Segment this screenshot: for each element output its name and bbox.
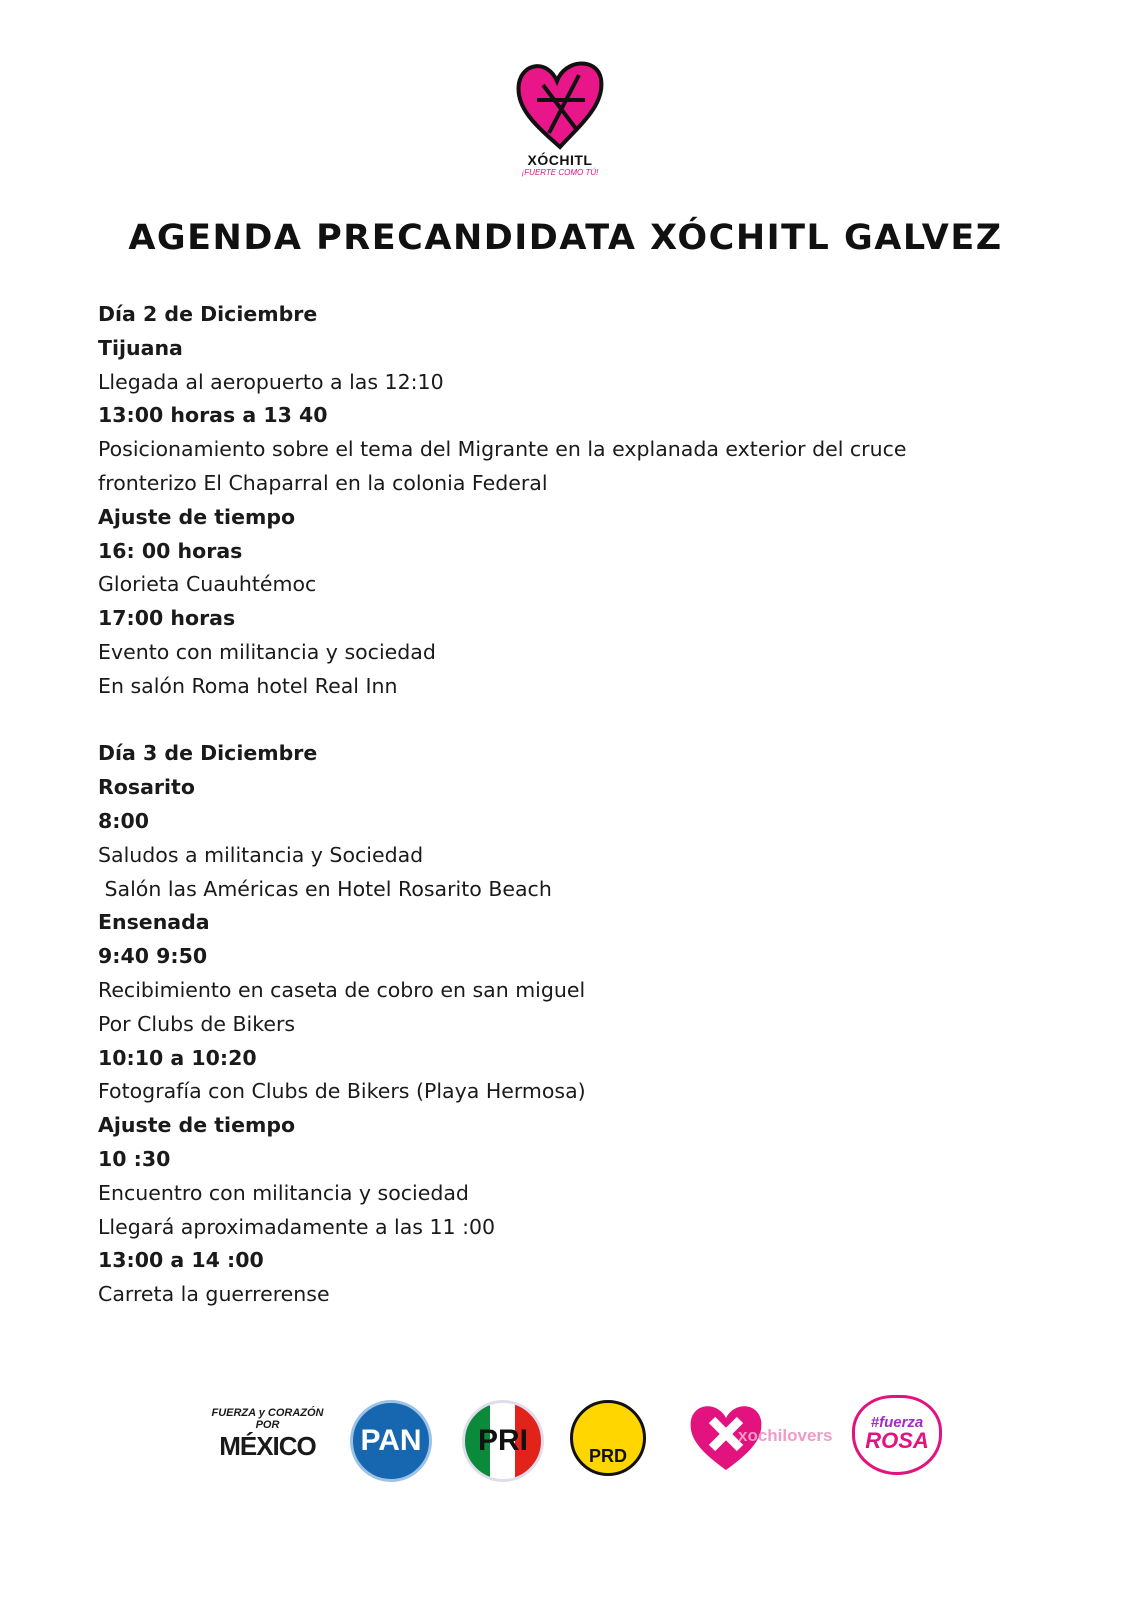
pan-logo: PAN: [350, 1400, 432, 1482]
agenda-heading: 8:00: [98, 808, 149, 833]
agenda-item: Por Clubs de Bikers: [98, 1011, 296, 1036]
pri-logo: PRI: [462, 1400, 544, 1482]
agenda-item: Encuentro con militancia y sociedad: [98, 1180, 469, 1205]
xochitl-logo: [505, 55, 615, 190]
agenda-heading: 17:00 horas: [98, 606, 236, 631]
prd-logo: [570, 1400, 646, 1476]
agenda-spacer: [98, 704, 1058, 738]
fuerza-mexico-bottom: MÉXICO: [219, 1431, 316, 1461]
agenda-item: fronterizo El Chaparral en la colonia Federal: [98, 470, 548, 495]
agenda-heading: 10 :30: [98, 1146, 171, 1171]
logo-tagline: ¡FUERTE COMO TÚ!: [521, 168, 599, 177]
agenda-item: Salón las Américas en Hotel Rosarito Beach: [98, 876, 552, 901]
prd-text: PRD: [588, 1446, 627, 1466]
agenda-item: Glorieta Cuauhtémoc: [98, 572, 317, 597]
agenda-item: Carreta la guerrerense: [98, 1282, 330, 1307]
page-title: AGENDA PRECANDIDATA XÓCHITL GALVEZ: [128, 218, 1003, 258]
fuerza-mexico-top: FUERZA y CORAZÓN POR: [211, 1407, 324, 1431]
xochilovers-text: xochilovers: [738, 1426, 833, 1445]
fuerza-rosa-logo: [852, 1395, 942, 1475]
agenda-list: [98, 298, 1058, 1312]
agenda-heading: Día 2 de Diciembre: [98, 302, 318, 326]
agenda-item: Recibimiento en caseta de cobro en san miguel: [98, 977, 586, 1002]
agenda-item: Saludos a militancia y Sociedad: [98, 842, 424, 867]
agenda-item: Llegada al aeropuerto a las 12:10: [98, 369, 444, 394]
agenda-item: Posicionamiento sobre el tema del Migrante en la explanada exterior del cruce: [98, 437, 907, 462]
footer-logos: [210, 1395, 950, 1485]
agenda-heading: Ajuste de tiempo: [98, 1113, 296, 1138]
fuerza-rosa-bottom: ROSA: [865, 1428, 929, 1453]
agenda-item: En salón Roma hotel Real Inn: [98, 673, 398, 698]
agenda-heading: 9:40 9:50: [98, 944, 208, 969]
agenda-heading: 13:00 horas a 13 40: [98, 403, 328, 428]
agenda-heading: Día 3 de Diciembre: [98, 741, 318, 766]
logo-word: XÓCHITL: [527, 152, 593, 168]
agenda-heading: Ensenada: [98, 910, 210, 935]
agenda-heading: Ajuste de tiempo: [98, 504, 296, 529]
agenda-item: Evento con militancia y sociedad: [98, 639, 436, 664]
agenda-heading: 16: 00 horas: [98, 538, 243, 563]
agenda-heading: Tijuana: [98, 335, 183, 360]
agenda-heading: 10:10 a 10:20: [98, 1045, 257, 1070]
agenda-heading: 13:00 a 14 :00: [98, 1248, 264, 1273]
heart-logo-icon: [505, 55, 615, 155]
agenda-item: Llegará aproximadamente a las 11 :00: [98, 1214, 496, 1239]
agenda-heading: Rosarito: [98, 775, 195, 800]
fuerza-rosa-top: #fuerza: [870, 1414, 924, 1431]
agenda-item: Fotografía con Clubs de Bikers (Playa Hermosa): [98, 1079, 586, 1104]
xochilovers-logo: [686, 1400, 836, 1475]
fuerza-mexico-logo: [210, 1407, 325, 1462]
